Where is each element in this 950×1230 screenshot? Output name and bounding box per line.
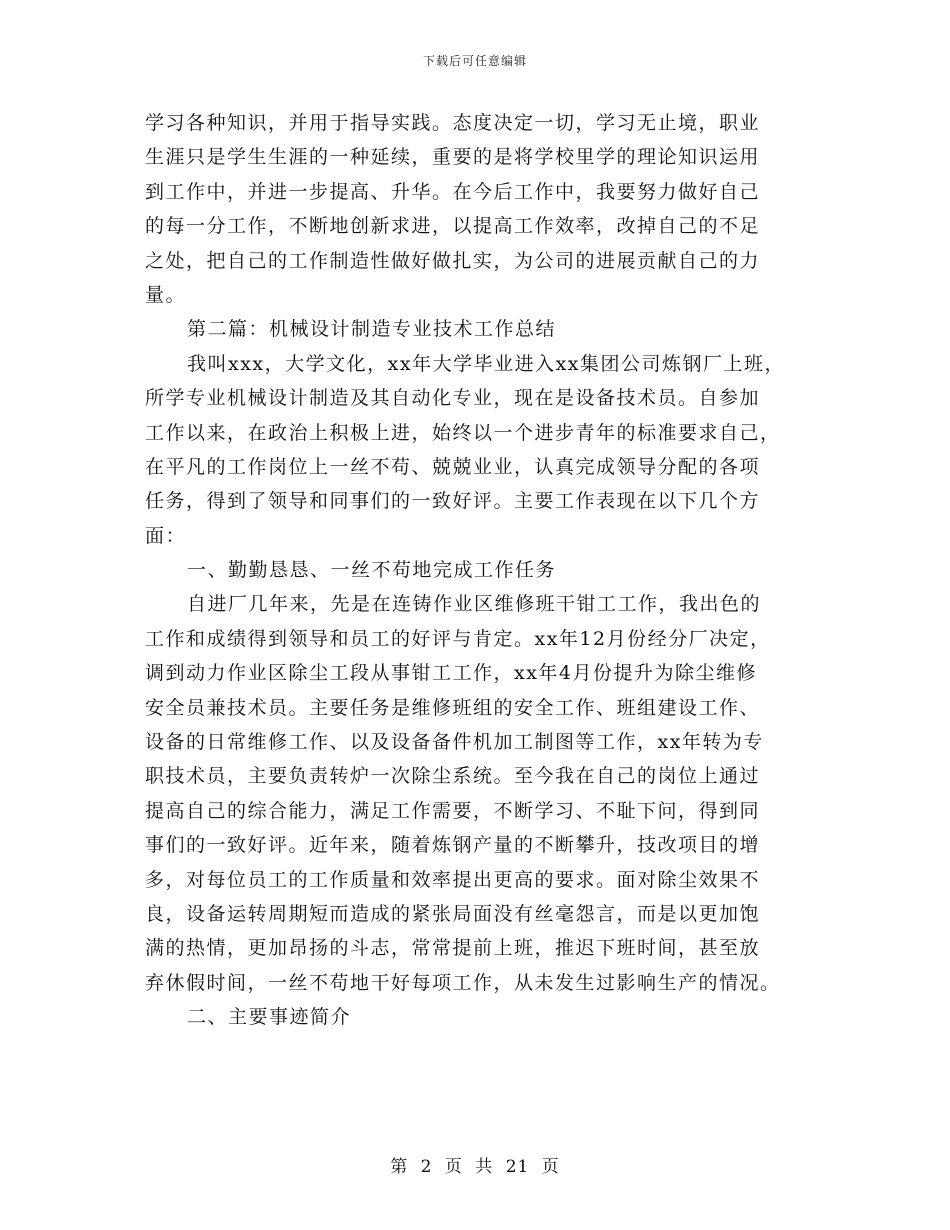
text-line: 第二篇：机械设计制造专业技术工作总结 xyxy=(187,318,557,341)
text-line: 工作以来，在政治上积极上进，始终以一个进步青年的标准要求自己， xyxy=(145,421,781,444)
text-line: 的每一分工作，不断地创新求进，以提高工作效率，改掉自己的不足 xyxy=(145,215,761,238)
text-line: 工作和成绩得到领导和员工的好评与肯定。xx年12月份经分厂决定， xyxy=(145,627,771,650)
text-line: 所学专业机械设计制造及其自动化专业，现在是设备技术员。自参加 xyxy=(145,387,761,410)
text-line: 多，对每位员工的工作质量和效率提出更高的要求。面对除尘效果不 xyxy=(145,868,761,891)
text-line: 设备的日常维修工作、以及设备备件机加工制图等工作，xx年转为专 xyxy=(145,731,764,754)
page-header: 下载后可任意编辑 xyxy=(422,54,527,68)
text-line: 事们的一致好评。近年来，随着炼钢产量的不断攀升，技改项目的增 xyxy=(145,834,761,857)
text-line: 二、主要事迹简介 xyxy=(187,1006,352,1029)
text-line: 在平凡的工作岗位上一丝不苟、兢兢业业，认真完成领导分配的各项 xyxy=(145,455,761,478)
text-line: 职技术员，主要负责转炉一次除尘系统。至今我在自己的岗位上通过 xyxy=(145,765,761,788)
text-line: 面： xyxy=(145,524,187,547)
text-line: 之处，把自己的工作制造性做好做扎实，为公司的进展贡献自己的力 xyxy=(145,249,761,272)
text-line: 满的热情，更加昂扬的斗志，常常提前上班，推迟下班时间，甚至放 xyxy=(145,937,761,960)
page-footer: 第 2 页 共 21 页 xyxy=(390,1157,560,1177)
text-line: 生涯只是学生生涯的一种延续，重要的是将学校里学的理论知识运用 xyxy=(145,146,761,169)
text-line: 调到动力作业区除尘工段从事钳工工作，xx年4月份提升为除尘维修 xyxy=(145,662,758,685)
text-line: 任务，得到了领导和同事们的一致好评。主要工作表现在以下几个方 xyxy=(145,490,761,513)
text-line: 自进厂几年来，先是在连铸作业区维修班干钳工工作，我出色的 xyxy=(187,593,762,616)
text-line: 我叫xxx，大学文化，xx年大学毕业进入xx集团公司炼钢厂上班， xyxy=(187,352,786,375)
text-line: 到工作中，并进一步提高、升华。在今后工作中，我要努力做好自己 xyxy=(145,180,761,203)
text-line: 良，设备运转周期短而造成的紧张局面没有丝毫怨言，而是以更加饱 xyxy=(145,902,761,925)
text-line: 提高自己的综合能力，满足工作需要，不断学习、不耻下问，得到同 xyxy=(145,799,761,822)
text-line: 学习各种知识，并用于指导实践。态度决定一切，学习无止境，职业 xyxy=(145,112,761,134)
text-line: 一、勤勤恳恳、一丝不苟地完成工作任务 xyxy=(187,559,557,582)
text-line: 量。 xyxy=(145,283,187,306)
text-line: 弃休假时间，一丝不苟地干好每项工作，从未发生过影响生产的情况。 xyxy=(145,971,781,994)
text-line: 安全员兼技术员。主要任务是维修班组的安全工作、班组建设工作、 xyxy=(145,696,761,719)
document-body xyxy=(145,106,815,1035)
